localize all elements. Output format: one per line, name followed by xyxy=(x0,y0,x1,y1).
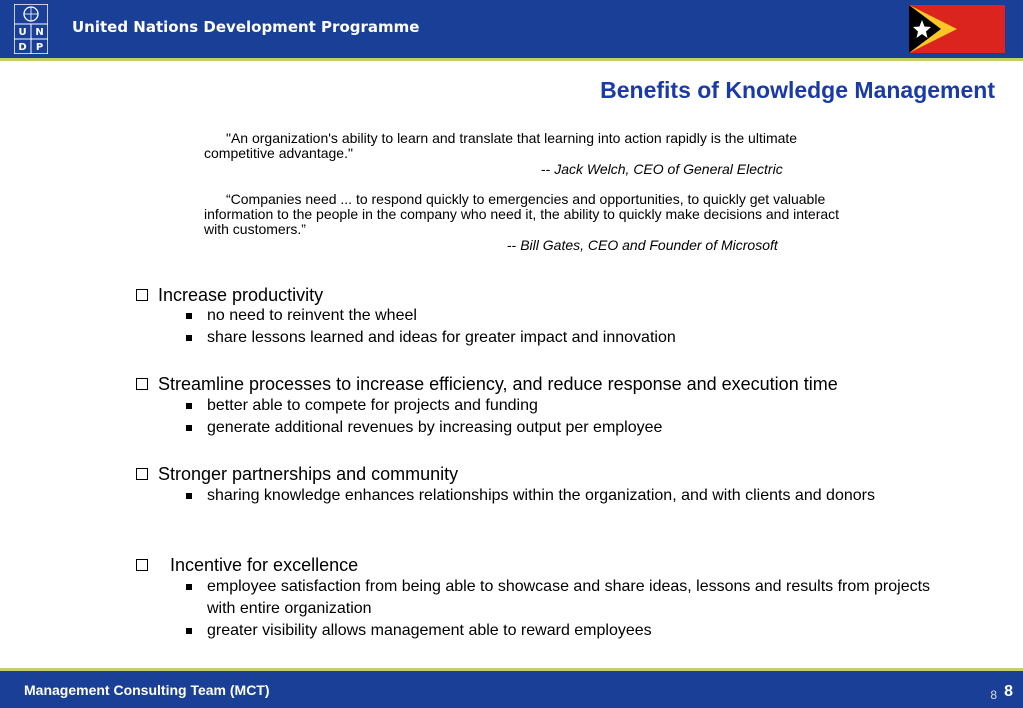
sub-point-text: better able to compete for projects and funding xyxy=(207,397,538,414)
attribution-dash: -- xyxy=(541,161,551,177)
page-number: 8 xyxy=(1004,683,1013,700)
footer-bar xyxy=(0,671,1023,708)
sub-point xyxy=(188,485,937,507)
checkbox-bullet-icon xyxy=(136,468,148,480)
square-bullet-icon xyxy=(186,628,192,634)
organization-name: United Nations Development Programme xyxy=(72,18,420,36)
sub-point-text: employee satisfaction from being able to showcase and share ideas, lessons and results from projects with entire organization xyxy=(207,578,931,617)
logo-letter-n: N xyxy=(35,27,44,38)
square-bullet-icon xyxy=(186,403,192,409)
key-point xyxy=(136,374,838,395)
key-point xyxy=(136,555,358,576)
attribution-dash: -- xyxy=(507,237,517,253)
logo-letter-u: U xyxy=(18,27,27,38)
attribution-author: Jack Welch, CEO of General Electric xyxy=(554,161,783,177)
quote-gates xyxy=(204,192,844,237)
quote-attribution xyxy=(507,237,778,253)
sub-point-text: generate additional revenues by increasing output per employee xyxy=(207,419,663,436)
square-bullet-icon xyxy=(186,313,192,319)
sub-point-text: share lessons learned and ideas for greater impact and innovation xyxy=(207,329,676,346)
quote-text: “Companies need ... to respond quickly to emergencies and opportunities, to quickly get valuable information to the people in the company who need it, the ability to quickly make decisions and interact with customers.” xyxy=(204,191,840,237)
checkbox-bullet-icon xyxy=(136,559,148,571)
timor-leste-flag-icon xyxy=(909,5,1005,53)
key-point xyxy=(136,464,458,485)
quote-text: "An organization's ability to learn and translate that learning into action rapidly is the ultimate competitive advantage." xyxy=(204,130,798,161)
attribution-author: Bill Gates, CEO and Founder of Microsoft xyxy=(520,237,778,253)
sub-point xyxy=(188,417,937,439)
sub-point-text: sharing knowledge enhances relationships within the organization, and with clients and donors xyxy=(207,487,875,504)
checkbox-bullet-icon xyxy=(136,378,148,390)
square-bullet-icon xyxy=(186,493,192,499)
sub-point xyxy=(188,395,937,417)
header-bar xyxy=(0,0,1023,58)
logo-letter-d: D xyxy=(18,42,27,53)
quote-welch xyxy=(204,131,844,161)
key-point-label: Streamline processes to increase efficiency, and reduce response and execution time xyxy=(158,374,838,394)
quote-attribution xyxy=(541,161,783,177)
key-point-label: Increase productivity xyxy=(158,285,324,305)
undp-logo-icon xyxy=(14,4,48,54)
sub-point xyxy=(188,576,937,620)
page-number-small: 8 xyxy=(990,688,997,702)
checkbox-bullet-icon xyxy=(136,289,148,301)
key-point xyxy=(136,285,323,306)
slide-title: Benefits of Knowledge Management xyxy=(600,77,995,103)
square-bullet-icon xyxy=(186,425,192,431)
sub-point-text: no need to reinvent the wheel xyxy=(207,307,417,324)
key-point-label: Incentive for excellence xyxy=(170,555,359,575)
footer-team-name: Management Consulting Team (MCT) xyxy=(24,682,270,698)
sub-point-text: greater visibility allows management able to reward employees xyxy=(207,622,652,639)
square-bullet-icon xyxy=(186,584,192,590)
logo-letter-p: P xyxy=(35,42,44,53)
square-bullet-icon xyxy=(186,335,192,341)
sub-point xyxy=(188,305,937,327)
sub-point xyxy=(188,620,937,642)
sub-point xyxy=(188,327,937,349)
key-point-label: Stronger partnerships and community xyxy=(158,464,459,484)
header-accent-line xyxy=(0,58,1023,61)
